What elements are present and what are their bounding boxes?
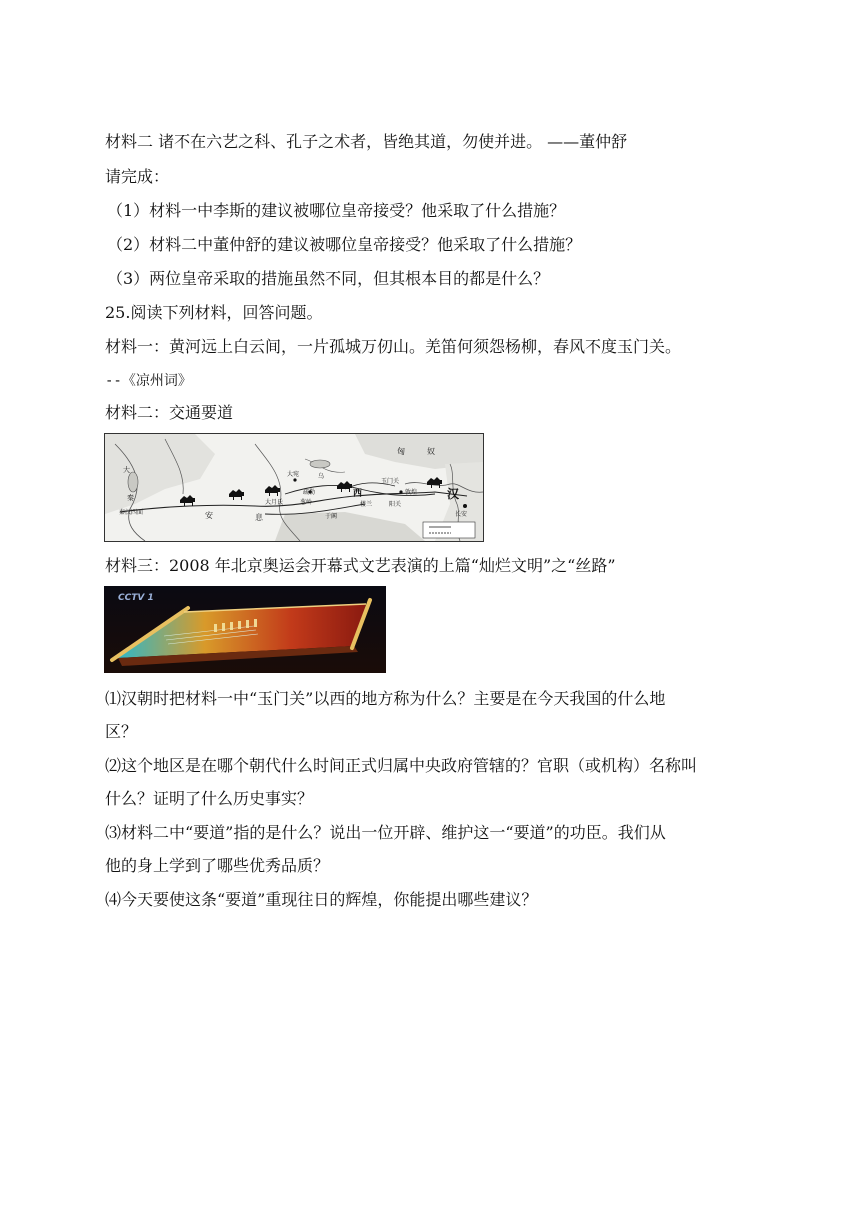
material-two-caption: 材料二：交通要道 xyxy=(105,403,234,422)
map-label-xi: 西 xyxy=(353,489,363,499)
question-25-title: 25.阅读下列材料，回答问题。 xyxy=(105,303,323,322)
map-label-qin: 秦 xyxy=(127,494,134,502)
material-two-text: 材料二 诸不在六艺之科、孔子之术者，皆绝其道，勿使并进。 ——董仲舒 xyxy=(105,132,628,151)
silk-road-map xyxy=(104,433,484,542)
map-label-dunhuang: 敦煌 xyxy=(405,489,418,496)
subquestion-3b: 他的身上学到了哪些优秀品质？ xyxy=(105,856,330,875)
map-label-dayuan: 大宛 xyxy=(287,471,300,478)
subquestion-1b: 区？ xyxy=(105,722,138,741)
map-label-dayuezhi: 大月氏 xyxy=(265,499,284,506)
map-label-xiongnu-1: 匈 xyxy=(397,447,405,456)
map-label-caspian: 秦汉四面 xyxy=(119,509,144,516)
map-label-changan: 长安 xyxy=(455,511,468,518)
map-label-yutian: 于阗 xyxy=(325,513,338,520)
question-3: （3）两位皇帝采取的措施虽然不同，但其根本目的都是什么？ xyxy=(107,269,550,288)
question-1: （1）材料一中李斯的建议被哪位皇帝接受？他采取了什么措施？ xyxy=(107,201,566,220)
olympic-scroll-photo xyxy=(104,586,386,673)
subquestion-2a: ⑵这个地区是在哪个朝代什么时间正式归属中央政府管辖的？官职（或机构）名称叫 xyxy=(105,756,698,775)
map-label-da: 大 xyxy=(123,466,130,474)
cctv-logo: CCTV 1 xyxy=(118,593,154,603)
map-label-an: 安 xyxy=(205,511,213,520)
map-label-han: 汉 xyxy=(447,487,460,501)
map-label-xiongnu-2: 奴 xyxy=(427,447,435,456)
map-label-loulan: 楼兰 xyxy=(360,501,373,508)
poem-source: --《凉州词》 xyxy=(105,373,192,389)
map-label-yumenguan: 玉门关 xyxy=(381,478,400,485)
silk-road-map-svg xyxy=(105,434,483,541)
subquestion-2b: 什么？证明了什么历史事实？ xyxy=(105,789,314,808)
subquestion-1a: ⑴汉朝时把材料一中“玉门关”以西的地方称为什么？主要是在今天我国的什么地 xyxy=(105,689,666,708)
map-label-xi2: 息 xyxy=(255,513,263,522)
subquestion-3a: ⑶材料二中“要道”指的是什么？说出一位开辟、维护这一“要道”的功臣。我们从 xyxy=(105,823,666,842)
map-label-wusun: 乌 xyxy=(318,473,325,480)
map-label-shule: 疏勒 xyxy=(303,489,316,496)
olympic-scroll-photo-svg xyxy=(104,586,386,673)
instruction-text: 请完成： xyxy=(105,167,170,186)
subquestion-4: ⑷今天要使这条“要道”重现往日的辉煌，你能提出哪些建议？ xyxy=(105,890,538,909)
material-one-poem: 材料一：黄河远上白云间，一片孤城万仞山。羌笛何须怨杨柳，春风不度玉门关。 xyxy=(105,337,682,356)
map-label-yangguan: 阳关 xyxy=(389,501,402,508)
map-label-congling: 葱岭 xyxy=(300,499,313,506)
question-2: （2）材料二中董仲舒的建议被哪位皇帝接受？他采取了什么措施？ xyxy=(107,235,582,254)
material-three-caption: 材料三：2008 年北京奥运会开幕式文艺表演的上篇“灿烂文明”之“丝路” xyxy=(105,556,616,575)
